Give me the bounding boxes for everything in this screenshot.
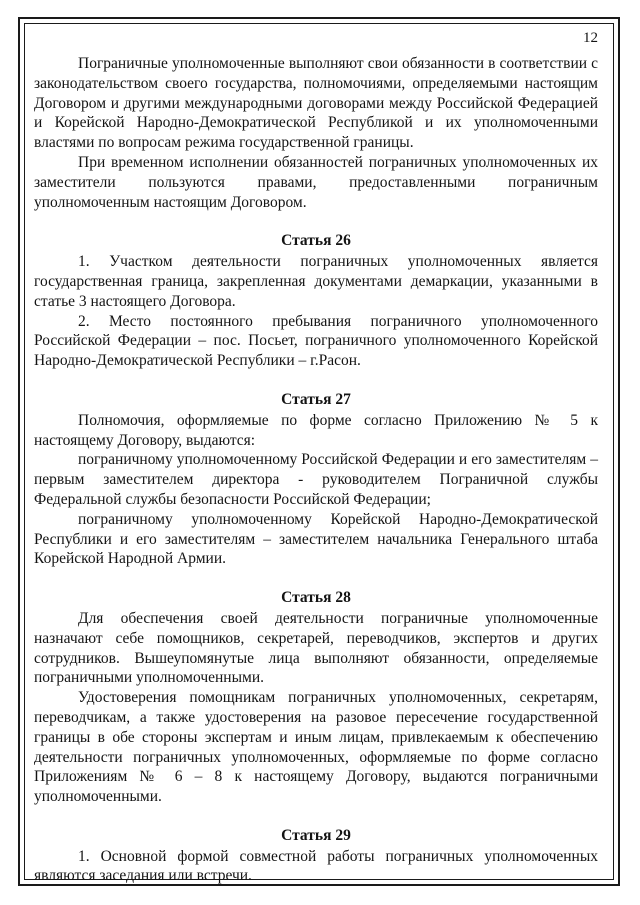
article-title: Статья 27 [281, 390, 351, 408]
article-28 [34, 588, 598, 807]
article-paragraph: Удостоверения помощникам пограничных уполномоченных, секретарям, переводчикам, а также удостоверения на разовое пересечение государственной границы в обе стороны экспертам и иным лицам, привлекаемым к обеспечению деятельности пограничных уполномоченных, оформляемые по форме согласно Приложениям № 6 – 8 к настоящему Договору, выдаются пограничными уполномоченными. [34, 689, 598, 806]
article-26 [34, 231, 598, 371]
intro-paragraph: Пограничные уполномоченные выполняют свои обязанности в соответствии с законодательством своего государства, полномочиями, определяемыми настоящим Договором и другими международными договорами между Российской Федерацией и Корейской Народно-Демократической Республикой и их уполномоченными властями по вопросам режима государственной границы. [34, 55, 598, 152]
article-title: Статья 29 [281, 826, 351, 844]
article-title: Статья 26 [281, 232, 351, 250]
article-paragraph: пограничному уполномоченному Российской Федерации и его заместителям – первым заместителем директора - руководителем Пограничной службы Федеральной службы безопасности Российской Федерации; [34, 451, 598, 508]
intro-section [34, 54, 598, 212]
page-number: 12 [583, 30, 598, 46]
article-paragraph: 1. Участком деятельности пограничных уполномоченных является государственная граница, закрепленная документами демаркации, указанными в статье 3 настоящего Договора. [34, 253, 598, 310]
article-29 [34, 826, 598, 886]
article-paragraph: Полномочия, оформляемые по форме согласно Приложению № 5 к настоящему Договору, выдаются: [34, 411, 598, 449]
article-paragraph: пограничному уполномоченному Корейской Народно-Демократической Республики и его заместителям – заместителем начальника Генерального штаба Корейской Народной Армии. [34, 510, 598, 568]
intro-paragraph: При временном исполнении обязанностей пограничных уполномоченных их заместители пользуются правами, предоставленными пограничным уполномоченным настоящим Договором. [34, 153, 598, 211]
article-27 [34, 390, 598, 569]
document-body [34, 54, 598, 886]
article-paragraph: 1. Основной формой совместной работы пограничных уполномоченных являются заседания или встречи. [34, 847, 598, 885]
article-paragraph: 2. Место постоянного пребывания пограничного уполномоченного Российской Федерации – пос. Посьет, пограничного уполномоченного Корейской Народно-Демократической Республики – г.Расон. [34, 312, 598, 370]
article-title: Статья 28 [281, 589, 351, 607]
article-paragraph: Для обеспечения своей деятельности пограничные уполномоченные назначают себе помощников, секретарей, переводчиков, экспертов и других сотрудников. Вышеупомянутые лица выполняют обязанности, определяемые пограничными уполномоченными. [34, 609, 598, 687]
